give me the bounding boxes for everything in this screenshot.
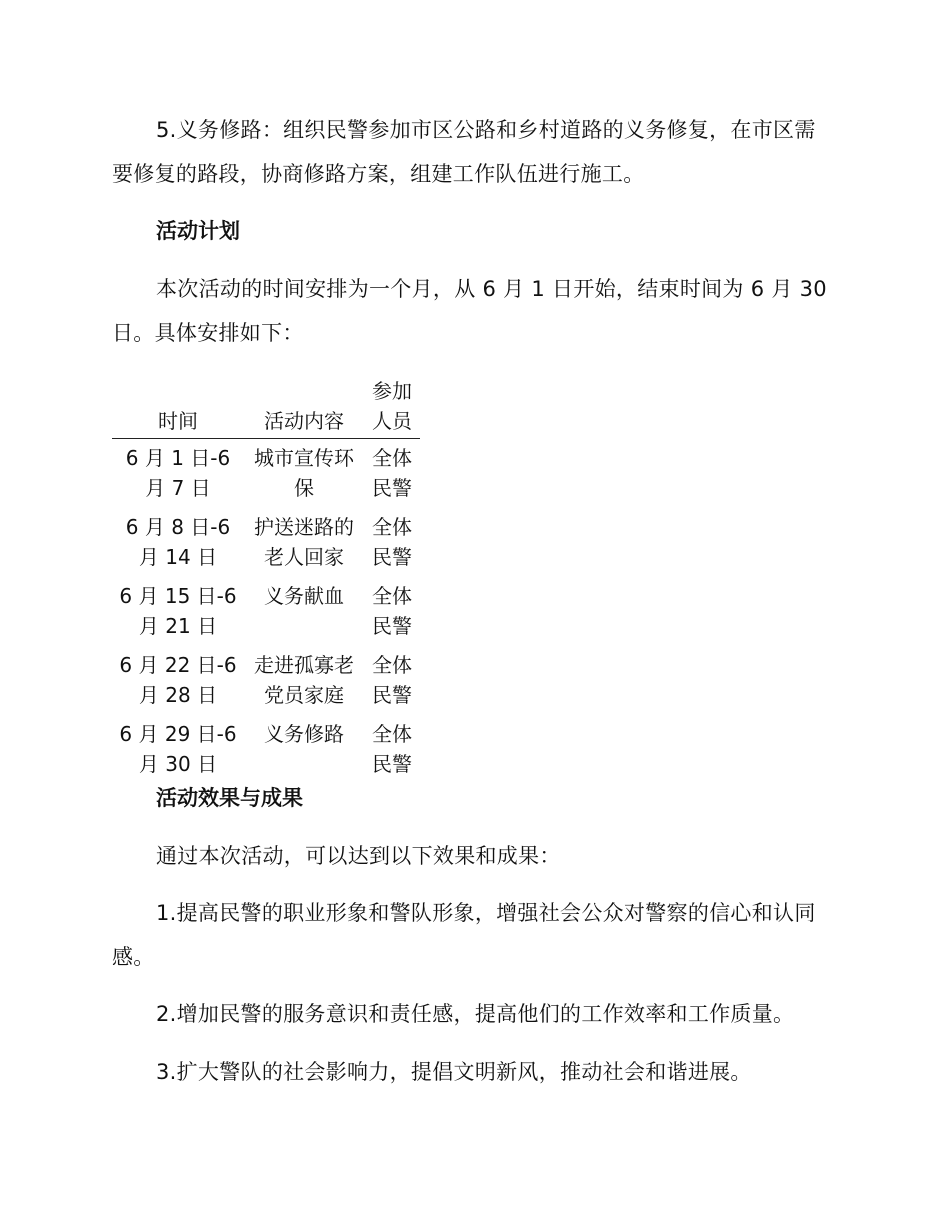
schedule-table — [112, 376, 420, 784]
table-row — [112, 577, 420, 646]
header-people: 参加人员 — [364, 376, 420, 439]
heading-activity-plan: 活动计划 — [156, 219, 240, 243]
paragraph-plan-intro: 本次活动的时间安排为一个月，从 6 月 1 日开始，结束时间为 6 月 30 日。具体安排如下： — [112, 277, 827, 345]
paragraph-road-repair: 5.义务修路：组织民警参加市区公路和乡村道路的义务修复，在市区需要修复的路段，协商修路方案，组建工作队伍进行施工。 — [112, 118, 816, 186]
paragraph-effect-3: 3.扩大警队的社会影响力，提倡文明新风，推动社会和谐进展。 — [156, 1060, 752, 1084]
table-row — [112, 439, 420, 509]
cell-people: 全体民警 — [372, 584, 412, 638]
cell-people: 全体民警 — [372, 653, 412, 707]
paragraph-effect-1: 1.提高民警的职业形象和警队形象，增强社会公众对警察的信心和认同感。 — [112, 901, 816, 969]
cell-content: 护送迷路的老人回家 — [254, 515, 354, 569]
cell-content: 走进孤寡老党员家庭 — [254, 653, 354, 707]
cell-time: 6 月 8 日-6 月 14 日 — [125, 515, 231, 569]
table-row — [112, 646, 420, 715]
cell-content: 义务献血 — [264, 584, 344, 608]
cell-people: 全体民警 — [372, 446, 412, 500]
cell-people: 全体民警 — [372, 722, 412, 776]
header-time: 时间 — [112, 376, 244, 439]
cell-time: 6 月 1 日-6 月 7 日 — [125, 446, 231, 500]
heading-activity-effects: 活动效果与成果 — [156, 786, 303, 810]
schedule-header-row — [112, 376, 420, 439]
paragraph-effect-2: 2.增加民警的服务意识和责任感，提高他们的工作效率和工作质量。 — [156, 1002, 795, 1026]
header-content: 活动内容 — [244, 376, 364, 439]
cell-content: 义务修路 — [264, 722, 344, 746]
cell-time: 6 月 15 日-6 月 21 日 — [119, 584, 237, 638]
cell-people: 全体民警 — [372, 515, 412, 569]
cell-time: 6 月 29 日-6 月 30 日 — [119, 722, 237, 776]
table-row — [112, 715, 420, 784]
paragraph-effects-intro: 通过本次活动，可以达到以下效果和成果： — [156, 844, 561, 868]
cell-content: 城市宣传环保 — [254, 446, 354, 500]
cell-time: 6 月 22 日-6 月 28 日 — [119, 653, 237, 707]
table-row — [112, 508, 420, 577]
